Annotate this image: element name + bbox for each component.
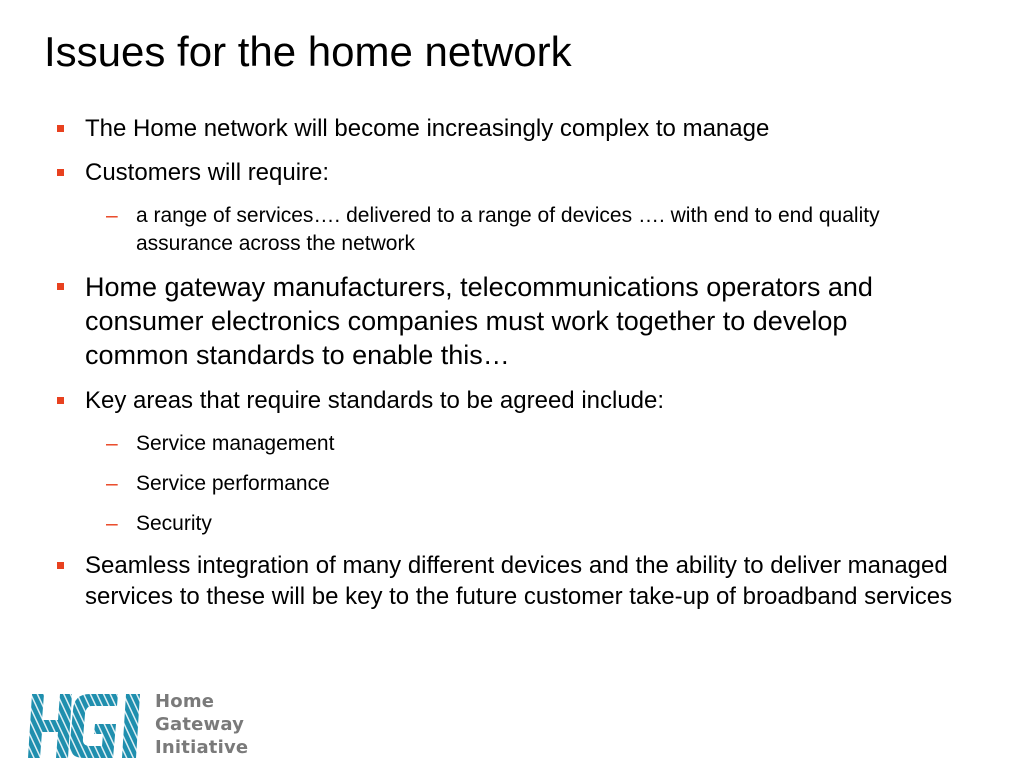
bullet-item bbox=[85, 158, 985, 188]
hgi-logo-mark bbox=[28, 690, 148, 762]
dash-bullet-icon: – bbox=[106, 512, 118, 535]
square-bullet-icon bbox=[57, 397, 64, 404]
bullet-text: Key areas that require standards to be agreed include: bbox=[85, 387, 665, 414]
bullet-item bbox=[85, 270, 955, 372]
slide-title: Issues for the home network bbox=[44, 28, 572, 75]
sub-bullet-item bbox=[106, 470, 986, 498]
sub-bullet-item bbox=[106, 510, 986, 538]
bullet-item bbox=[85, 386, 985, 416]
dash-bullet-icon: – bbox=[106, 472, 118, 495]
dash-bullet-icon: – bbox=[106, 204, 118, 227]
square-bullet-icon bbox=[57, 283, 64, 290]
square-bullet-icon bbox=[57, 169, 64, 176]
sub-bullet-item bbox=[106, 430, 986, 458]
sub-bullet-item bbox=[106, 202, 976, 258]
bullet-item bbox=[85, 550, 955, 612]
logo-word: Initiative bbox=[155, 737, 249, 758]
sub-bullet-text: Service management bbox=[136, 432, 335, 455]
logo-word: Gateway bbox=[155, 714, 245, 735]
bullet-text: The Home network will become increasingly complex to manage bbox=[85, 115, 770, 142]
square-bullet-icon bbox=[57, 562, 64, 569]
bullet-text: Seamless integration of many different devices and the ability to deliver managed services to these will be key to the future customer take-up of broadband services bbox=[85, 552, 953, 610]
sub-bullet-text: a range of services…. delivered to a range of devices …. with end to end quality assurance across the network bbox=[136, 204, 880, 255]
bullet-text: Customers will require: bbox=[85, 159, 330, 186]
bullet-item bbox=[85, 114, 985, 144]
logo-word: Home bbox=[155, 691, 215, 712]
sub-bullet-text: Service performance bbox=[136, 472, 330, 495]
dash-bullet-icon: – bbox=[106, 432, 118, 455]
hgi-logo bbox=[28, 690, 258, 762]
bullet-text: Home gateway manufacturers, telecommunications operators and consumer electronics companies must work together to develop common standards to enable this… bbox=[85, 272, 873, 370]
logo-wordmark bbox=[155, 690, 248, 759]
sub-bullet-text: Security bbox=[136, 512, 212, 535]
square-bullet-icon bbox=[57, 125, 64, 132]
